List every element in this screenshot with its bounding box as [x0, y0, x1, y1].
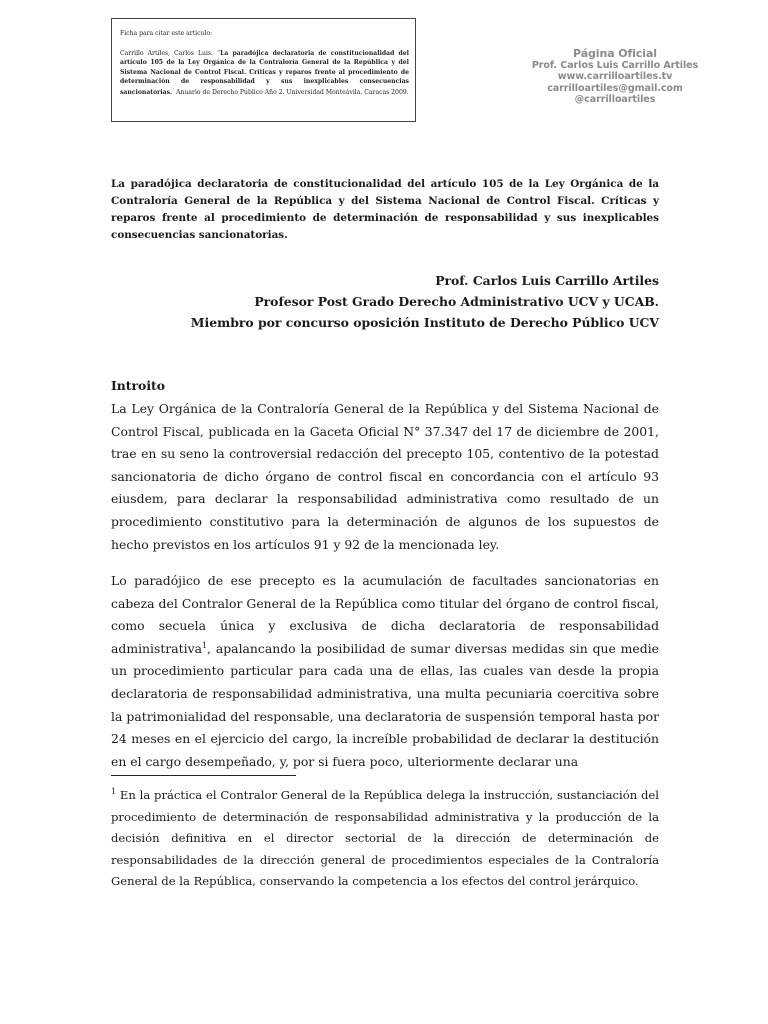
footnote-ref-1: 1	[201, 640, 208, 650]
citation-close-quote: ”	[172, 86, 175, 92]
footnote-1	[111, 785, 659, 893]
official-site-line2: Prof. Carlos Luis Carrillo Artiles	[531, 59, 699, 71]
paragraph-1: La Ley Orgánica de la Contraloría General de la República y del Sistema Nacional de Control Fiscal, publicada en la Gaceta Oficial N° 37.347 del 17 de diciembre de 2001, trae en su seno la controversial redacción del precepto 105, contentivo de la potestad sancionatoria de dicho órgano de control fiscal en concordancia con el artículo 93 eiusdem, para declarar la responsabilidad administrativa como resultado de un procedimiento constitutivo para la determinación de algunos de los supuestos de hecho previstos en los artículos 91 y 92 de la mencionada ley.	[111, 401, 659, 552]
citation-box	[111, 18, 416, 122]
article-title: La paradójica declaratoria de constitucionalidad del artículo 105 de la Ley Orgánica de la Contraloría General de la República y del Sistema Nacional de Control Fiscal. Críticas y reparos frente al procedimiento de determinación de responsabilidad y sus inexplicables consecuencias sancionatorias.	[111, 178, 659, 241]
official-site-line5: @carrilloartiles	[574, 94, 656, 106]
footnote-marker: 1	[111, 787, 117, 797]
official-site-line3: www.carrilloartiles.tv	[557, 71, 673, 83]
author-role-1: Profesor Post Grado Derecho Administrativo UCV y UCAB.	[254, 294, 659, 309]
citation-authors: Carrillo Artiles, Carlos Luis.	[120, 49, 213, 57]
official-site-line4: carrilloartiles@gmail.com	[547, 82, 683, 94]
author-block	[111, 270, 659, 333]
footnote-text: En la práctica el Contralor General de la República delega la instrucción, sustanciación del procedimiento de determinación de responsabilidad administrativa y la producción de la decisión definitiva en el director sectorial de la dirección de determinación de responsabilidades de la dirección general de procedimientos especiales de la Contraloría General de la República, conservando la competencia a los efectos del control jerárquico.	[111, 788, 659, 889]
citation-open-quote: “	[216, 49, 221, 57]
citation-body	[120, 49, 409, 98]
section-title: Introito	[111, 378, 166, 393]
author-role-2: Miembro por concurso oposición Instituto de Derecho Público UCV	[190, 315, 659, 330]
citation-rest: Anuario de Derecho Público Año 2. Universidad Monteávila. Caracas 2009.	[176, 88, 409, 96]
paragraph-2-text-before: Lo paradójico de ese precepto es la acumulación de facultades sancionatorias en cabeza del Contralor General de la República como titular del órgano de control fiscal, como secuela única y exclusiva de dicha declaratoria de responsabilidad administrativa	[111, 573, 659, 656]
citation-title: La paradójica declaratoria de constitucionalidad del artículo 105 de la Ley Orgánica de la Contraloría General de la República y del Sistema Nacional de Control Fiscal. Críticas y reparos frente al procedimiento de determinación de responsabilidad y sus inexplicables consecuencias sancionatorias.	[120, 49, 409, 96]
footnote-separator	[111, 775, 296, 776]
official-site-line1: Página Oficial	[573, 47, 657, 60]
citation-heading: Ficha para citar este artículo:	[120, 30, 213, 37]
official-site-watermark	[528, 48, 702, 106]
paragraph-2-text-after: , apalancando la posibilidad de sumar diversas medidas sin que medie un procedimiento particular para cada una de ellas, las cuales van desde la propia declaratoria de responsabilidad administrativa, una multa pecuniaria coercitiva sobre la patrimonialidad del responsable, una declaratoria de suspensión temporal hasta por 24 meses en el ejercicio del cargo, la increíble probabilidad de declarar la destitución en el cargo desempeñado, y, por si fuera poco, ulteriormente declarar una	[111, 640, 659, 769]
paragraph-2	[111, 570, 659, 773]
author-name: Prof. Carlos Luis Carrillo Artiles	[435, 273, 659, 288]
